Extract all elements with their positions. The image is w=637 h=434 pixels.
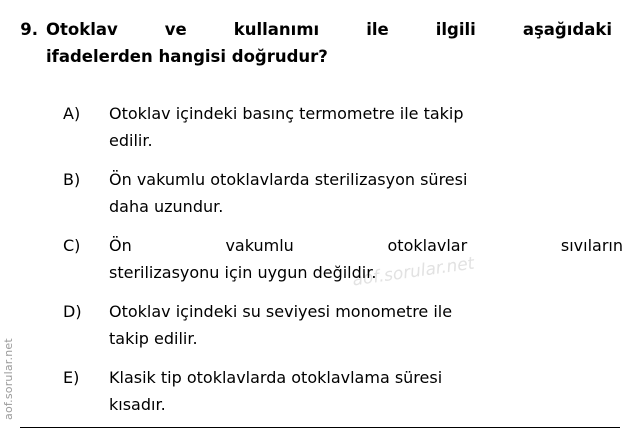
- question-number: 9.: [20, 20, 38, 39]
- option-b[interactable]: [63, 166, 623, 220]
- option-c-letter: C): [63, 236, 81, 255]
- question-word: Otoklav: [46, 20, 118, 39]
- side-watermark: aof.sorular.net: [2, 338, 15, 420]
- option-c-line-2: sterilizasyonu için uygun değildir.: [109, 263, 377, 282]
- question-word: ve: [164, 20, 187, 39]
- option-c-text: [109, 232, 623, 286]
- question-word: kullanımı: [233, 20, 320, 39]
- bottom-divider: [20, 427, 620, 428]
- option-b-line-1: Ön vakumlu otoklavlarda sterilizasyon süresi: [109, 170, 468, 189]
- option-e[interactable]: [63, 364, 623, 418]
- option-d-letter: D): [63, 302, 82, 321]
- option-a[interactable]: [63, 100, 623, 154]
- option-a-text: [109, 100, 623, 154]
- question-row: [20, 16, 620, 70]
- question-word: aşağıdaki: [522, 20, 612, 39]
- question-block: [20, 16, 620, 70]
- option-c-word: sıvıların: [560, 236, 623, 255]
- question-word: ile: [366, 20, 389, 39]
- option-d-line-1: Otoklav içindeki su seviyesi monometre ile: [109, 302, 453, 321]
- option-a-line-2: edilir.: [109, 131, 153, 150]
- option-d-line-2: takip edilir.: [109, 329, 198, 348]
- option-e-line-2: kısadır.: [109, 395, 166, 414]
- option-e-line-1: Klasik tip otoklavlarda otoklavlama süresi: [109, 368, 443, 387]
- option-b-letter: B): [63, 170, 81, 189]
- option-e-letter: E): [63, 368, 80, 387]
- option-c-line-1: [109, 232, 623, 259]
- option-c-word: Ön: [109, 236, 132, 255]
- option-a-letter: A): [63, 104, 81, 123]
- option-c-word: vakumlu: [225, 236, 294, 255]
- question-word: ilgili: [435, 20, 476, 39]
- option-d[interactable]: [63, 298, 623, 352]
- options-list: [63, 100, 623, 430]
- option-e-text: [109, 364, 623, 418]
- option-c[interactable]: [63, 232, 623, 286]
- center-watermark: aof.sorular.net: [351, 253, 476, 291]
- question-line-2: ifadelerden hangisi doğrudur?: [46, 47, 328, 66]
- option-b-line-2: daha uzundur.: [109, 197, 224, 216]
- option-d-text: [109, 298, 623, 352]
- option-a-line-1: Otoklav içindeki basınç termometre ile takip: [109, 104, 464, 123]
- question-line-1: [46, 16, 612, 43]
- question-text: [46, 16, 620, 70]
- option-b-text: [109, 166, 623, 220]
- option-c-word: otoklavlar: [387, 236, 468, 255]
